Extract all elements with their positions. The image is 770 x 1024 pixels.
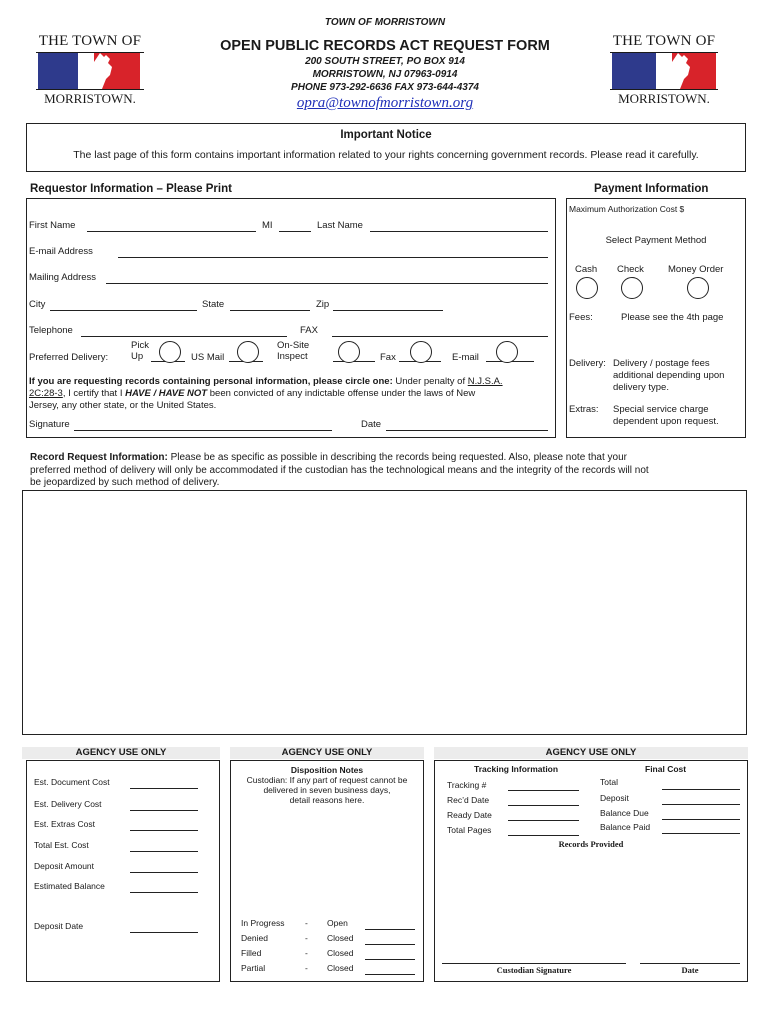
- mailing-address-label: Mailing Address: [29, 272, 97, 283]
- total-field[interactable]: [662, 789, 740, 790]
- disp-line-2: delivered in seven business days,: [263, 785, 391, 795]
- extras-text-2: dependent upon request.: [613, 416, 719, 427]
- balance-paid-label: Balance Paid: [600, 822, 651, 832]
- custodian-signature-label: Custodian Signature: [496, 965, 572, 975]
- up-text: Up: [131, 351, 144, 362]
- record-request-text-2: preferred method of delivery will only be accommodated if the custodian has the technological means and the integrity of the records will not: [30, 464, 649, 476]
- record-request-label: Record Request Information:: [30, 452, 168, 463]
- notice-title: Important Notice: [340, 129, 432, 141]
- agency1-box: [26, 760, 220, 982]
- logo-title: THE TOWN OF: [38, 33, 142, 49]
- mi-field[interactable]: [279, 231, 311, 232]
- denied-label: Denied: [241, 933, 268, 943]
- first-name-field[interactable]: [87, 231, 256, 232]
- estimated-balance-field[interactable]: [130, 892, 198, 893]
- zip-field[interactable]: [333, 310, 443, 311]
- form-title: OPEN PUBLIC RECORDS ACT REQUEST FORM: [220, 38, 550, 54]
- closed-label-1: Closed: [327, 933, 354, 943]
- address-line-2: MORRISTOWN, NJ 07963-0914: [312, 69, 458, 80]
- fax-option[interactable]: [410, 341, 432, 363]
- max-auth-label: Maximum Authorization Cost $: [569, 204, 685, 214]
- cert-statute-2: 2C:28-3: [29, 388, 63, 399]
- records-provided-label: Records Provided: [558, 839, 624, 849]
- total-pages-field[interactable]: [508, 835, 579, 836]
- partial-label: Partial: [241, 963, 266, 973]
- cert-line1-rest: Under penalty of: [392, 376, 468, 387]
- agency2-heading: AGENCY USE ONLY: [281, 747, 373, 758]
- dash-3: -: [305, 948, 308, 958]
- in-progress-label: In Progress: [241, 918, 285, 928]
- ready-date-label: Ready Date: [447, 810, 492, 820]
- disposition-notes-area[interactable]: [236, 808, 418, 910]
- balance-paid-field[interactable]: [662, 833, 740, 834]
- custodian-date-label: Date: [681, 965, 699, 975]
- total-label: Total: [600, 777, 618, 787]
- pick-up-label: [131, 340, 149, 362]
- town-header: TOWN OF MORRISTOWN: [324, 17, 446, 28]
- cert-line3: Jersey, any other state, or the United States.: [29, 400, 217, 411]
- est-delivery-cost-field[interactable]: [130, 810, 198, 811]
- date-field[interactable]: [386, 430, 548, 431]
- notice-text: The last page of this form contains important information related to your rights concerning government records. Please read it carefully.: [73, 149, 699, 161]
- extras-label: Extras:: [569, 404, 599, 415]
- on-site-inspect-label: [277, 340, 309, 362]
- us-mail-option[interactable]: [237, 341, 259, 363]
- final-cost-title: Final Cost: [645, 764, 687, 774]
- recd-date-label: Rec’d Date: [447, 795, 490, 805]
- certification-text: [29, 376, 553, 412]
- delivery-label: Delivery:: [569, 358, 606, 369]
- pick-text: Pick: [131, 340, 149, 351]
- requestor-heading: Requestor Information – Please Print: [30, 183, 232, 195]
- email-option-label: E-mail: [452, 352, 479, 363]
- agency1-heading: AGENCY USE ONLY: [75, 747, 167, 758]
- custodian-signature-field[interactable]: [442, 963, 626, 964]
- record-request-textarea[interactable]: [22, 490, 747, 735]
- zip-label: Zip: [316, 299, 330, 310]
- cert-line2-b: been convicted of any indictable offense under the laws of New: [207, 388, 476, 399]
- preferred-delivery-label: Preferred Delivery:: [29, 352, 109, 363]
- agency3-heading: AGENCY USE ONLY: [545, 747, 637, 758]
- est-extras-cost-label: Est. Extras Cost: [34, 819, 95, 829]
- balance-due-field[interactable]: [662, 819, 740, 820]
- recd-date-field[interactable]: [508, 805, 579, 806]
- ready-date-field[interactable]: [508, 820, 579, 821]
- in-progress-open-field[interactable]: [365, 929, 415, 930]
- email-address-field[interactable]: [118, 257, 548, 258]
- total-est-cost-field[interactable]: [130, 851, 198, 852]
- delivery-text-3: delivery type.: [613, 382, 669, 393]
- extras-text-1: Special service charge: [613, 404, 709, 415]
- cert-line2-a: , I certify that I: [62, 388, 126, 399]
- record-request-instructions: [30, 452, 750, 490]
- estimated-balance-label: Estimated Balance: [34, 881, 105, 891]
- pick-up-option[interactable]: [159, 341, 181, 363]
- delivery-text: [613, 358, 724, 394]
- partial-closed-field[interactable]: [365, 974, 415, 975]
- denied-closed-field[interactable]: [365, 944, 415, 945]
- delivery-text-2: additional depending upon: [613, 370, 725, 381]
- record-request-text-1: Please be as specific as possible in describing the records being requested. Also, please note that your: [167, 452, 627, 463]
- inspect-text: Inspect: [277, 351, 308, 362]
- est-delivery-cost-label: Est. Delivery Cost: [34, 799, 102, 809]
- date-label: Date: [361, 419, 382, 430]
- deposit-amount-label: Deposit Amount: [34, 861, 95, 871]
- mailing-address-field[interactable]: [106, 283, 548, 284]
- dash-4: -: [305, 963, 308, 973]
- money-order-label: Money Order: [668, 264, 724, 275]
- cash-option[interactable]: [576, 277, 598, 299]
- tracking-no-label: Tracking #: [447, 780, 487, 790]
- signature-label: Signature: [29, 419, 70, 430]
- cert-colon: :: [389, 376, 393, 387]
- important-notice-box: [26, 123, 746, 172]
- city-label: City: [29, 299, 46, 310]
- disp-line-1: Custodian: If any part of request cannot be: [246, 775, 408, 785]
- deposit-label: Deposit: [600, 793, 629, 803]
- check-label: Check: [617, 264, 644, 275]
- deposit-field[interactable]: [662, 804, 740, 805]
- first-name-label: First Name: [29, 220, 76, 231]
- select-payment-method: Select Payment Method: [605, 235, 707, 246]
- tracking-no-field[interactable]: [508, 790, 579, 791]
- cash-label: Cash: [575, 264, 598, 275]
- fees-label: Fees:: [569, 312, 593, 323]
- total-est-cost-label: Total Est. Cost: [34, 840, 89, 850]
- opra-email-link[interactable]: opra@townofmorristown.org: [296, 95, 474, 111]
- dash-2: -: [305, 933, 308, 943]
- balance-due-label: Balance Due: [600, 808, 649, 818]
- telephone-label: Telephone: [29, 325, 73, 336]
- disp-line-3: detail reasons here.: [289, 795, 365, 805]
- cert-statute-1: N.J.S.A.: [467, 376, 503, 387]
- fax-field[interactable]: [332, 336, 548, 337]
- filled-closed-field[interactable]: [365, 959, 415, 960]
- dash-1: -: [305, 918, 308, 928]
- signature-field[interactable]: [74, 430, 332, 431]
- closed-label-2: Closed: [327, 948, 354, 958]
- state-field[interactable]: [230, 310, 310, 311]
- logo-bottom: MORRISTOWN.: [44, 91, 136, 106]
- logo-title: THE TOWN OF: [612, 33, 716, 49]
- mi-label: MI: [262, 220, 273, 231]
- deposit-amount-field[interactable]: [130, 872, 198, 873]
- open-label: Open: [327, 918, 348, 928]
- total-pages-label: Total Pages: [447, 825, 492, 835]
- delivery-text-1: Delivery / postage fees: [613, 358, 710, 369]
- record-request-text-3: be jeopardized by such method of delivery.: [30, 477, 220, 488]
- fees-text: Please see the 4th page: [621, 312, 724, 323]
- cert-bold: If you are requesting records containing personal information, please circle one: [29, 376, 390, 387]
- email-address-label: E-mail Address: [29, 246, 93, 257]
- telephone-field[interactable]: [81, 336, 287, 337]
- deposit-date-label: Deposit Date: [34, 921, 84, 931]
- logo-bottom: MORRISTOWN.: [618, 91, 710, 106]
- records-provided-area[interactable]: [440, 852, 742, 958]
- email-option[interactable]: [496, 341, 518, 363]
- est-document-cost-label: Est. Document Cost: [34, 777, 110, 787]
- city-field[interactable]: [50, 310, 197, 311]
- money-order-option[interactable]: [687, 277, 709, 299]
- check-option[interactable]: [621, 277, 643, 299]
- disposition-title: Disposition Notes: [290, 765, 364, 775]
- on-site-text: On-Site: [277, 340, 310, 351]
- phone-fax: PHONE 973-292-6636 FAX 973-644-4374: [291, 82, 479, 93]
- est-document-cost-field[interactable]: [130, 788, 198, 789]
- disposition-instructions: [230, 775, 424, 805]
- on-site-inspect-option[interactable]: [338, 341, 360, 363]
- extras-text: [613, 404, 719, 428]
- us-mail-label: US Mail: [191, 352, 225, 363]
- last-name-label: Last Name: [317, 220, 363, 231]
- est-extras-cost-field[interactable]: [130, 830, 198, 831]
- last-name-field[interactable]: [370, 231, 548, 232]
- custodian-date-field[interactable]: [640, 963, 740, 964]
- address-line-1: 200 SOUTH STREET, PO BOX 914: [305, 56, 465, 67]
- fax-option-label: Fax: [380, 352, 396, 363]
- payment-heading: Payment Information: [594, 183, 709, 195]
- filled-label: Filled: [241, 948, 262, 958]
- tracking-title: Tracking Information: [474, 764, 559, 774]
- closed-label-3: Closed: [327, 963, 354, 973]
- fax-label: FAX: [300, 325, 318, 336]
- deposit-date-field[interactable]: [130, 932, 198, 933]
- have-have-not-choice[interactable]: HAVE / HAVE NOT: [125, 388, 208, 399]
- state-label: State: [202, 299, 225, 310]
